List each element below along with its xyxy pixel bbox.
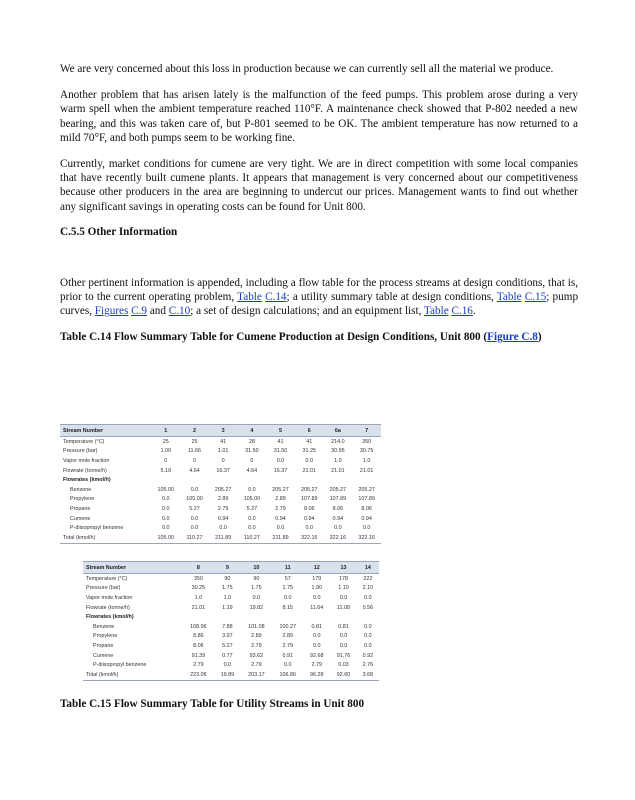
flow-table-streams-8-14 — [83, 561, 379, 681]
table-cell: 223.06 — [183, 670, 214, 680]
table-row — [60, 533, 381, 543]
header-stream-number: 6a — [324, 425, 353, 437]
table-row — [60, 485, 381, 495]
info-text: . — [472, 305, 476, 318]
table-cell: 57 — [284, 575, 291, 582]
table-cell: 0.0 — [162, 525, 170, 532]
table-cell: 0.0 — [248, 515, 256, 522]
table-cell: 90 — [253, 575, 260, 582]
table-cell: 8.06 — [303, 505, 315, 512]
table-cell: 2.79 — [311, 662, 322, 669]
table-cell: 0 — [221, 457, 225, 464]
row-label: Flowrate (tonne/h) — [86, 604, 130, 611]
table-cell: 25 — [191, 438, 198, 445]
row-label: Pressure (bar) — [86, 585, 121, 592]
table-cell: 4.64 — [189, 467, 200, 474]
header-stream-number: 4 — [238, 425, 267, 437]
link-figure-c8[interactable]: Figure C.8 — [487, 331, 538, 344]
row-label: Flowrates (kmol/h) — [86, 614, 134, 621]
table-cell: 0.0 — [364, 642, 372, 649]
paragraph-other-information — [60, 276, 578, 319]
table-cell — [330, 612, 357, 622]
table-cell: 91.39 — [191, 652, 206, 659]
table-cell: 2.76 — [362, 662, 374, 669]
header-stream-number: 9 — [214, 562, 241, 574]
table-cell: 214.0 — [331, 438, 345, 445]
table-cell: 2.89 — [251, 633, 262, 640]
header-stream-number: 11 — [272, 562, 303, 574]
header-stream-number: 10 — [241, 562, 272, 574]
table-cell: 11.08 — [336, 604, 350, 611]
flow-table-streams-1-7 — [60, 424, 381, 544]
info-text: Other pertinent information is appended, including a flow table for the process streams at design conditions, that is, prior to the current operating problem, — [60, 276, 578, 304]
table-cell: 178 — [338, 575, 348, 582]
table-cell: 322.16 — [352, 533, 381, 543]
table-cell: 2.89 — [217, 496, 229, 503]
table-row — [83, 593, 379, 603]
table-cell: 1.10 — [338, 585, 349, 592]
table-cell — [324, 475, 353, 485]
table-row — [83, 622, 379, 632]
paragraph-production-loss: We are very concerned about this loss in production because we can currently sell all the material we produce. — [60, 63, 554, 75]
table-cell: 0.81 — [311, 623, 322, 630]
table-cell: 211.89 — [266, 533, 295, 543]
row-label: Propylene — [70, 496, 95, 503]
table-cell: 41 — [306, 438, 313, 445]
table-cell: 7.88 — [222, 623, 233, 630]
table-cell: 0.0 — [248, 486, 256, 493]
table-cell: 105.00 — [243, 496, 261, 503]
table-cell: 19.89 — [214, 670, 241, 680]
table-cell: 0.0 — [305, 457, 313, 464]
table-cell: 28 — [248, 438, 255, 445]
table-cell: 3.68 — [357, 670, 379, 680]
table-cell: 41 — [277, 438, 284, 445]
table-cell: 0.0 — [276, 525, 285, 532]
link-table-c16-word[interactable]: Table — [423, 305, 449, 318]
table-cell: 91.76 — [336, 652, 351, 659]
caption-text: Table C.14 Flow Summary Table for Cumene Production at Design Conditions, Unit 800 ( — [60, 331, 488, 344]
section-heading: C.5.5 Other Information — [60, 225, 178, 238]
table-cell: 2.79 — [282, 642, 293, 649]
table-cell: 0.94 — [217, 515, 229, 522]
table-cell: 0.0 — [364, 594, 372, 601]
row-label: Temperature (°C) — [63, 438, 105, 445]
table-cell: 21.01 — [331, 467, 345, 474]
table-cell: 11.66 — [187, 448, 202, 455]
table-cell: 105.00 — [186, 496, 203, 503]
table-cell: 92.60 — [330, 670, 357, 680]
table-cell: 0.0 — [223, 662, 232, 669]
table-cell: 41 — [220, 438, 227, 445]
table-cell: 107.89 — [358, 496, 375, 503]
table-cell: 0.0 — [190, 525, 199, 532]
table-cell: 30.75 — [359, 448, 374, 455]
table-cell: 1.00 — [160, 448, 172, 455]
row-label: Propylene — [93, 633, 118, 640]
table-cell: 0.03 — [338, 662, 349, 669]
table-cell: 30.95 — [331, 448, 345, 455]
table-cell — [352, 475, 381, 485]
table-cell — [214, 612, 241, 622]
table-cell: 0.94 — [275, 515, 286, 522]
table-cell: 322.16 — [324, 533, 353, 543]
table-cell: 93.62 — [249, 652, 264, 659]
header-stream-number: 8 — [183, 562, 214, 574]
table-cell: 21.01 — [302, 467, 316, 474]
table-cell: 21.01 — [359, 467, 374, 474]
table-cell — [151, 475, 180, 485]
link-table-c14-number[interactable]: C.14 — [265, 291, 287, 304]
table-cell: 0 — [164, 457, 168, 464]
caption-close: ) — [537, 331, 542, 344]
link-table-c15-word[interactable]: Table — [496, 291, 522, 304]
link-figure-c10[interactable]: C.10 — [168, 305, 191, 318]
table-cell: 1.0 — [194, 594, 203, 601]
row-label: Flowrate (tonne/h) — [63, 467, 107, 474]
table-row — [83, 660, 379, 670]
table-cell: 0.0 — [339, 642, 348, 649]
table-cell: 0.0 — [305, 525, 313, 532]
table-row — [60, 504, 381, 514]
table-cell: 105.00 — [157, 486, 175, 493]
row-label: Benzene — [70, 486, 92, 493]
table-cell: 0.92 — [362, 652, 374, 659]
table-cell: 0.0 — [283, 594, 292, 601]
table-cell — [295, 475, 324, 485]
table-cell: 0.0 — [339, 633, 348, 640]
table-cell: 0.94 — [332, 515, 344, 522]
table-cell — [241, 612, 272, 622]
header-label: Stream Number — [83, 562, 183, 574]
table-cell: 0.0 — [162, 505, 170, 512]
row-label: Cumene — [93, 652, 114, 659]
table-cell: 107.89 — [300, 496, 318, 503]
link-table-c14-word[interactable]: Table — [237, 291, 262, 304]
row-label: Temperature (°C) — [86, 575, 128, 582]
row-label: Flowrates (kmol/h) — [63, 477, 111, 484]
table-row — [60, 437, 381, 447]
table-cell: 0.91 — [282, 652, 293, 659]
table-cell: 110.27 — [180, 533, 209, 543]
table-cell: 107.89 — [329, 496, 347, 503]
table-cell: 0.0 — [364, 623, 372, 630]
table-cell: 0.56 — [362, 604, 374, 611]
table-cell: 0.0 — [339, 594, 348, 601]
table-cell — [180, 475, 209, 485]
paragraph-market-conditions: Currently, market conditions for cumene are very tight. We are in direct competition with some local companies that have recently built cumene plants. It appears that management is very concerned about our competitiveness because other producers in the area are beginning to undercut our prices. Management wants to find out whether any significant savings in operating costs can be found for Unit 800. — [60, 158, 578, 213]
table-cell: 21.01 — [191, 604, 206, 611]
table-cell: 5.27 — [189, 505, 200, 512]
row-label: Propane — [93, 642, 114, 649]
paragraph-feed-pumps: Another problem that has arisen lately is the malfunction of the feed pumps. This problem arose during a very warm spell when the ambient temperature reached 110°F. A maintenance check showed that P-802 needed a new bearing, and this was taken care of, but P-801 seemed to be OK. The ambient temperature has now returned to a mild 70°F, and both pumps seem to be working fine. — [60, 89, 578, 144]
table-row — [83, 584, 379, 594]
table-cell: 179 — [312, 575, 322, 582]
table-row — [60, 466, 381, 476]
table-cell: 0.77 — [222, 652, 233, 659]
table-cell: 25 — [162, 438, 169, 445]
table-cell: 2.79 — [275, 505, 286, 512]
table-cell: 350 — [362, 438, 372, 445]
table-cell: 31.50 — [273, 448, 288, 455]
header-label: Stream Number — [60, 425, 151, 437]
table-row — [60, 475, 381, 485]
table-cell: 0.0 — [190, 486, 199, 493]
table-cell: 1.0 — [223, 594, 232, 601]
row-label: Vapor mole fraction — [63, 457, 110, 464]
table-cell: 0 — [250, 457, 254, 464]
table-row — [60, 447, 381, 457]
row-label: Cumene — [70, 515, 91, 522]
table-cell: 90 — [224, 575, 231, 582]
link-table-c15-number[interactable]: C.15 — [524, 291, 547, 304]
table-header-row — [60, 425, 381, 437]
table-cell: 8.15 — [282, 604, 293, 611]
row-label: P-diisopropyl benzene — [70, 525, 124, 532]
table-cell: 205.27 — [300, 486, 318, 493]
table-cell: 0.0 — [362, 525, 371, 532]
row-label: Benzene — [93, 623, 115, 630]
table-cell: 0.0 — [162, 496, 170, 503]
table-cell: 108.96 — [190, 623, 207, 630]
table-row — [83, 603, 379, 613]
table-cell: 0.0 — [312, 633, 321, 640]
table-cell: 8.06 — [193, 642, 204, 649]
header-stream-number: 5 — [266, 425, 295, 437]
table-cell: 16.37 — [273, 467, 288, 474]
table-cell: 110.27 — [238, 533, 267, 543]
table-header-row — [83, 562, 379, 574]
table-cell: 1.75 — [222, 585, 233, 592]
table-cell: 1.19 — [222, 604, 233, 611]
table-cell: 101.08 — [248, 623, 265, 630]
table-cell: 0.0 — [219, 525, 227, 532]
table-cell — [303, 612, 330, 622]
table-cell — [238, 475, 267, 485]
table-row — [83, 641, 379, 651]
table-cell: 205.27 — [329, 486, 347, 493]
table-c14-caption — [60, 330, 578, 344]
row-label: Vapor mole fraction — [86, 594, 133, 601]
header-stream-number: 13 — [330, 562, 357, 574]
row-label: Propane — [70, 505, 91, 512]
table-row — [83, 612, 379, 622]
table-cell: 8.86 — [193, 633, 204, 640]
table-cell: 205.27 — [358, 486, 375, 493]
header-stream-number: 2 — [180, 425, 209, 437]
table-c15-caption-block — [60, 695, 578, 711]
header-stream-number: 6 — [295, 425, 324, 437]
table-row — [83, 670, 379, 680]
table-cell: 0.0 — [162, 515, 170, 522]
table-cell: 1.01 — [217, 448, 229, 455]
table-cell: 0.0 — [364, 633, 372, 640]
table-cell: 205.27 — [214, 486, 232, 493]
flow-summary-table-1 — [60, 424, 381, 544]
header-stream-number: 12 — [303, 562, 330, 574]
table-cell: 5.27 — [246, 505, 258, 512]
table-cell: 222 — [363, 575, 373, 582]
table-cell: 105.00 — [151, 533, 180, 543]
table-cell: 31.25 — [302, 448, 316, 455]
table-cell: 0.94 — [361, 515, 372, 522]
table-cell: 1.0 — [334, 457, 342, 464]
table-cell — [272, 612, 303, 622]
table-cell: 8.06 — [332, 505, 344, 512]
table-cell: 322.16 — [295, 533, 324, 543]
table-cell: 31.50 — [245, 448, 259, 455]
table-cell: 0.0 — [276, 457, 285, 464]
table-cell: 3.97 — [222, 633, 233, 640]
table-row — [60, 523, 381, 533]
table-row — [83, 651, 379, 661]
link-figures-word[interactable]: Figures — [94, 305, 129, 318]
link-table-c16-number[interactable]: C.16 — [451, 305, 473, 318]
table-cell: 0.0 — [312, 594, 321, 601]
table-row — [60, 456, 381, 466]
table-cell: 1.75 — [251, 585, 262, 592]
table-cell: 0.0 — [312, 642, 321, 649]
table-cell: 16.37 — [216, 467, 230, 474]
table-cell: 350 — [193, 575, 203, 582]
table-c15-caption: Table C.15 Flow Summary Table for Utility Streams in Unit 800 — [60, 698, 365, 710]
table-cell: 0.0 — [334, 525, 342, 532]
table-cell: 1.0 — [362, 457, 371, 464]
table-cell: 2.79 — [193, 662, 204, 669]
table-cell: 8.06 — [361, 505, 372, 512]
table-cell: 0 — [192, 457, 196, 464]
table-cell: 0.81 — [338, 623, 349, 630]
table-cell: 30.25 — [191, 585, 206, 592]
table-cell: 96.28 — [303, 670, 330, 680]
header-stream-number: 3 — [209, 425, 238, 437]
table-cell: 2.89 — [282, 633, 293, 640]
table-cell: 2.89 — [275, 496, 286, 503]
table-cell — [266, 475, 295, 485]
table-cell: 1.75 — [282, 585, 293, 592]
info-text: ; a set of design calculations; and an equipment list, — [190, 305, 424, 318]
flow-summary-table-2 — [83, 561, 379, 681]
table-cell: 2.10 — [362, 585, 374, 592]
table-cell: 0.94 — [303, 515, 315, 522]
header-stream-number: 14 — [357, 562, 379, 574]
table-cell: 92.68 — [309, 652, 324, 659]
document-body — [60, 62, 578, 345]
spacer — [60, 238, 578, 276]
table-row — [60, 495, 381, 505]
table-cell: 2.79 — [251, 642, 262, 649]
table-cell: 0.0 — [252, 594, 261, 601]
info-text: and — [147, 305, 169, 318]
table-cell: 2.79 — [217, 505, 229, 512]
row-label: Total (kmol/h) — [60, 533, 151, 543]
table-cell: 1.90 — [311, 585, 322, 592]
table-cell: 11.64 — [310, 604, 324, 611]
table-row — [83, 632, 379, 642]
table-row — [83, 574, 379, 584]
table-cell: 0.0 — [283, 662, 292, 669]
table-cell: 203.17 — [241, 670, 272, 680]
table-cell: 100.27 — [279, 623, 296, 630]
link-figure-c9[interactable]: C.9 — [131, 305, 148, 318]
header-stream-number: 1 — [151, 425, 180, 437]
table-cell: 4.64 — [246, 467, 258, 474]
table-cell: 0.0 — [190, 515, 199, 522]
table-cell: 211.89 — [209, 533, 238, 543]
header-stream-number: 7 — [352, 425, 381, 437]
table-cell: 0.0 — [248, 525, 256, 532]
table-cell — [209, 475, 238, 485]
info-text: ; pump curves, — [60, 291, 579, 318]
table-cell: 5.27 — [222, 642, 233, 649]
table-cell: 2.79 — [251, 662, 262, 669]
info-text: ; a utility summary table at design conditions, — [286, 291, 497, 304]
table-cell — [357, 612, 379, 622]
table-cell: 205.27 — [272, 486, 289, 493]
table-cell: 5.19 — [160, 467, 172, 474]
table-row — [60, 514, 381, 524]
table-cell: 106.86 — [272, 670, 303, 680]
row-label: P-diisopropyl benzene — [93, 662, 147, 669]
row-label: Total (kmol/h) — [83, 670, 183, 680]
row-label: Pressure (bar) — [63, 448, 98, 455]
table-cell — [183, 612, 214, 622]
table-cell: 19.82 — [249, 604, 264, 611]
